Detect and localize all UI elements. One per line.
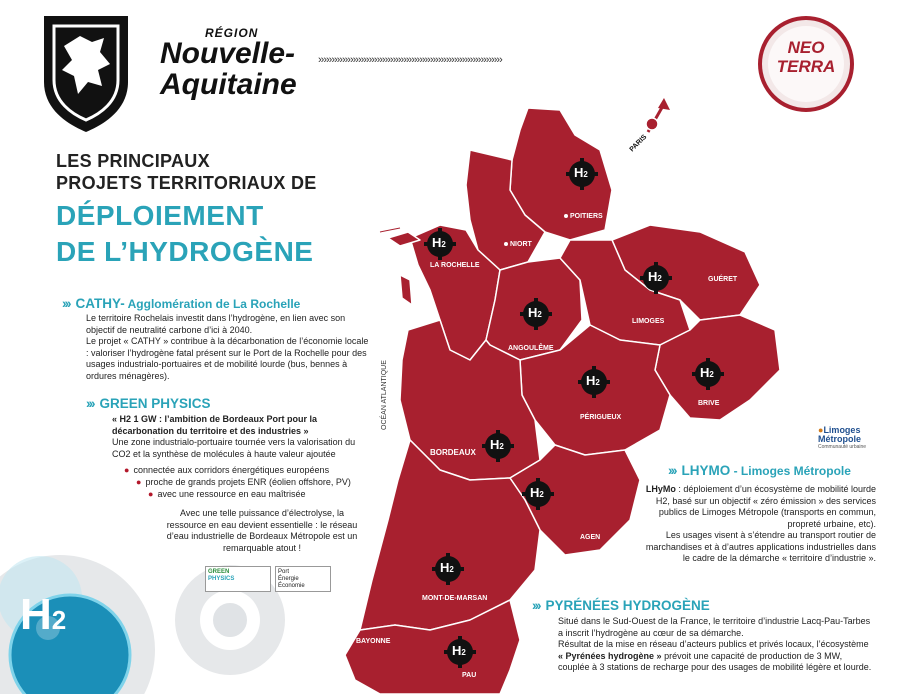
green-physics-logo: GREEN PHYSICS <box>205 566 271 592</box>
green-physics-text: « H2 1 GW : l’ambition de Bordeaux Port pour la décarbonation du territoire et des industries » Une zone industrialo-portuaire tournée vers la valorisation du CO2 et la synthèse de molécules à haute valeur ajoutée <box>112 414 356 459</box>
city-brive: BRIVE <box>698 400 720 407</box>
city-mont-de-marsan: MONT-DE-MARSAN <box>422 595 488 602</box>
h2-badge-text: H2 <box>530 485 544 500</box>
pyrenees-text: Situé dans le Sud-Ouest de la France, le territoire d’industrie Lacq-Pau-Tarbes a inscrit l’hydrogène au cœur de sa démarche. Résultat de la mise en réseau d’acteurs publics et privés locaux, l’écosystème « Pyrénées hydrogène » prévoit une capacité de production de 3 MW, couplée à 3 stations de recharge pour des usages de mobilité légère et lourde. <box>558 616 872 672</box>
paris-direction-icon <box>628 96 678 146</box>
city-bayonne: BAYONNE <box>356 638 391 645</box>
green-bullet-2: ● proche de grands projets ENR (éolien offshore, PV) <box>136 477 351 487</box>
region-label: RÉGION <box>205 26 259 40</box>
port-energie-logo: Port Énergie Économie <box>275 566 331 592</box>
h2-badge-text: H2 <box>574 165 588 180</box>
cathy-title: ››› CATHY- Agglomération de La Rochelle <box>62 296 301 311</box>
city-limoges: LIMOGES <box>632 318 665 325</box>
green-bullet-3: ● avec une ressource en eau maîtrisée <box>148 489 306 499</box>
city-la-rochelle: LA ROCHELLE <box>430 262 480 269</box>
ocean-label: OCÉAN ATLANTIQUE <box>381 360 388 430</box>
pyrenees-title: ››› PYRÉNÉES HYDROGÈNE <box>532 598 710 613</box>
h2-badge-text: H2 <box>452 643 466 658</box>
big-h2-label: H2 <box>20 590 67 639</box>
city-pau: PAU <box>462 672 477 679</box>
city-agen: AGEN <box>580 534 601 541</box>
city-gueret: GUÉRET <box>708 276 738 283</box>
lhymo-title: ››› LHYMO - Limoges Métropole <box>668 463 851 478</box>
island-oleron <box>400 275 412 305</box>
region-name: Nouvelle- Aquitaine <box>160 37 297 101</box>
green-physics-conclusion: Avec une telle puissance d’électrolyse, la ressource en eau devient essentielle : le réseau d’eau industrielle de Bordeaux Métropole est un remarquable atout ! <box>166 508 358 553</box>
title-intro: LES PRINCIPAUX PROJETS TERRITORIAUX DE <box>56 151 317 193</box>
h2-badge-text: H2 <box>440 560 454 575</box>
page-title: DÉPLOIEMENT DE L’HYDROGÈNE <box>56 200 314 267</box>
h2-badge-text: H2 <box>432 235 446 250</box>
city-poitiers: POITIERS <box>564 213 603 220</box>
h2-badge-text: H2 <box>586 373 600 388</box>
header-chevrons: ››››››››››››››››››››››››››››››››››››››››››››››››››››››››››››››››››››› <box>318 54 502 66</box>
city-angouleme: ANGOULÊME <box>508 345 554 352</box>
h2-badge-text: H2 <box>528 305 542 320</box>
city-niort: NIORT <box>504 241 532 248</box>
h2-badge-text: H2 <box>648 269 662 284</box>
lhymo-text: LHyMo : déploiement d’un écosystème de mobilité lourde H2, basé sur un objectif « zéro émission » des services publics de Limoges Métropole (transports en commun, propreté urbaine, etc). Les usages visent à s’étendre au transport routier de marchandises et à d’autres applications industrielles dans le cadre de la démarche « territoire d’industrie ». <box>645 484 876 563</box>
h2-badge-text: H2 <box>490 437 504 452</box>
h2-badge-text: H2 <box>700 365 714 380</box>
city-perigueux: PÉRIGUEUX <box>580 414 622 421</box>
limoges-metropole-logo: ●Limoges Métropole Communauté urbaine <box>818 425 867 450</box>
neo-terra-text: NEO TERRA <box>776 38 836 76</box>
region-shield-logo <box>40 12 132 134</box>
city-bordeaux: BORDEAUX <box>430 448 476 457</box>
cathy-text: Le territoire Rochelais investit dans l’hydrogène, en lien avec son objectif de neutralité carbone d’ici à 2040. Le projet « CATHY » contribue à la décarbonation de l’économie locale : valoriser l’hydrogène fatal présent sur le Port de la Rochelle pour des usages industrialo-portuaires et de mobilité lourde (bus, bennes à ordures ménagères). <box>86 313 369 381</box>
paris-label: PARIS <box>628 133 649 154</box>
green-physics-title: ››› GREEN PHYSICS <box>86 396 211 411</box>
green-bullet-1: ● connectée aux corridors énergétiques européens <box>124 465 330 475</box>
